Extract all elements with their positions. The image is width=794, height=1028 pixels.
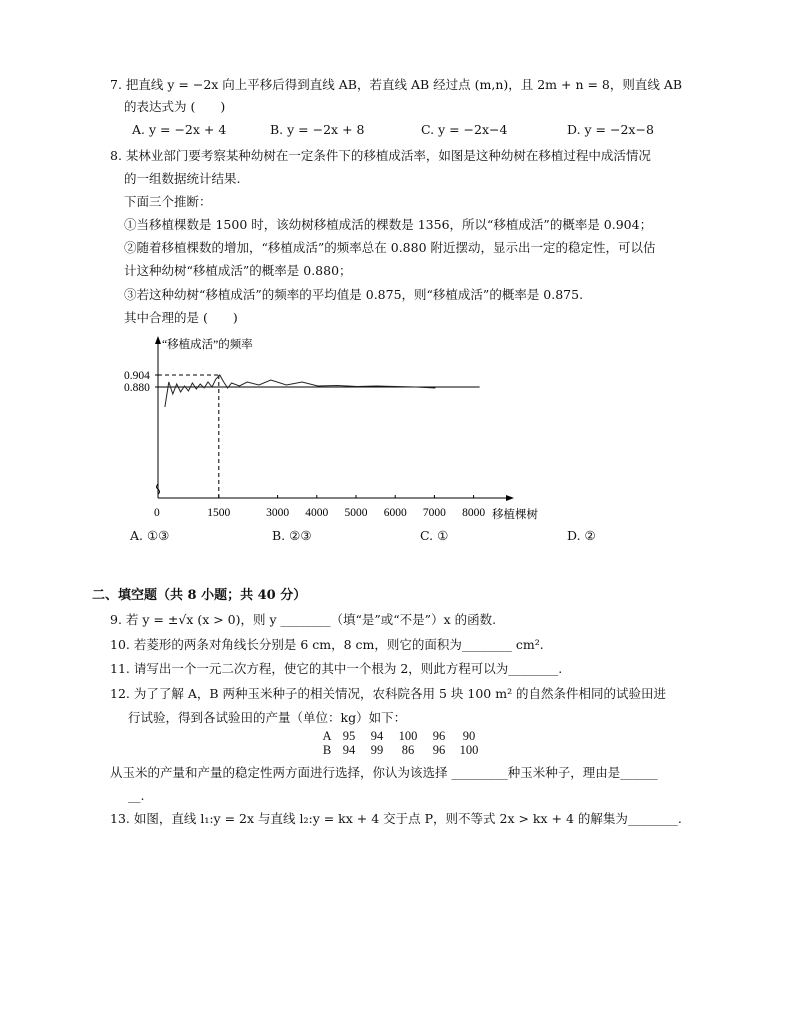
- q9-text: 9. 若 y = ±√x (x > 0)，则 y ________（填“是”或“不是”）x 的函数.: [110, 612, 497, 627]
- q12-data-row-b: [318, 743, 484, 757]
- q8-inference-2b: 计这种幼树“移植成活”的概率是 0.880；: [124, 263, 352, 278]
- y-tick-label: 0.904: [124, 370, 150, 382]
- table-cell: 96: [432, 729, 446, 743]
- table-cell: 100: [459, 743, 479, 757]
- q7-option-a: A. y = −2x + 4: [132, 122, 227, 137]
- table-cell: B: [322, 743, 332, 757]
- q8-question: 其中合理的是 ( ): [124, 310, 238, 325]
- section-title: 二、填空题（共 8 小题；共 40 分）: [92, 588, 307, 603]
- q8-option-d: D. ②: [567, 528, 596, 543]
- q8-option-c: C. ①: [420, 528, 449, 543]
- q12-data-row-a: [318, 729, 484, 743]
- q8-stem-line2: 的一组数据统计结果.: [124, 171, 241, 186]
- frequency-series-line: [165, 375, 436, 407]
- table-cell: 90: [462, 729, 476, 743]
- x-tick-label: 5000: [344, 507, 368, 519]
- q10-text: 10. 若菱形的两条对角线长分别是 6 cm，8 cm，则它的面积为________ cm².: [110, 637, 544, 652]
- table-cell: 94: [342, 743, 356, 757]
- y-axis-arrow: [155, 336, 161, 344]
- q7-option-b: B. y = −2x + 8: [270, 122, 365, 137]
- q8-stem-line1: 8. 某林业部门要考察某种幼树在一定条件下的移植成活率，如图是这种幼树在移植过程中成活情况: [110, 148, 651, 163]
- survival-rate-chart: [120, 330, 540, 525]
- q7-option-c: C. y = −2x−4: [421, 122, 508, 137]
- table-cell: 100: [398, 729, 418, 743]
- q12-answer-line: 从玉米的产量和产量的稳定性两方面进行选择，你认为该选择 _________种玉米种子，理由是______: [110, 765, 658, 780]
- x-tick-label: 7000: [422, 507, 446, 519]
- x-axis-arrow: [506, 495, 514, 501]
- q11-text: 11. 请写出一个一元二次方程，使它的其中一个根为 2，则此方程可以为________.: [110, 661, 563, 676]
- table-cell: 86: [401, 743, 415, 757]
- q8-inference-1: ①当移植棵数是 1500 时，该幼树移植成活的棵数是 1356，所以“移植成活”的概率是 0.904；: [124, 217, 653, 232]
- q8-inference-3: ③若这种幼树“移植成活”的频率的平均值是 0.875，则“移植成活”的概率是 0.875.: [124, 287, 584, 302]
- q12-answer-tail: __.: [128, 788, 145, 803]
- q13-text: 13. 如图，直线 l₁:y = 2x 与直线 l₂:y = kx + 4 交于点 P，则不等式 2x > kx + 4 的解集为________.: [110, 811, 682, 826]
- q12-stem-line1: 12. 为了了解 A，B 两种玉米种子的相关情况，农科院各用 5 块 100 m² 的自然条件相同的试验田进: [110, 686, 667, 701]
- y-axis-label: “移植成活”的频率: [162, 339, 253, 351]
- table-cell: 99: [370, 743, 384, 757]
- q7-option-d: D. y = −2x−8: [567, 122, 654, 137]
- table-cell: 94: [370, 729, 384, 743]
- q8-option-a: A. ①③: [130, 528, 170, 543]
- x-tick-label: 6000: [383, 507, 407, 519]
- q7-stem-line2: 的表达式为 ( ): [124, 99, 226, 114]
- table-cell: 96: [432, 743, 446, 757]
- y-tick-label: 0.880: [124, 382, 150, 394]
- q7-stem-line1: 7. 把直线 y = −2x 向上平移后得到直线 AB，若直线 AB 经过点 (m,n)，且 2m + n = 8，则直线 AB: [110, 77, 683, 92]
- table-cell: 95: [342, 729, 356, 743]
- x-tick-label: 3000: [266, 507, 290, 519]
- x-axis-label: 移植棵树: [492, 509, 538, 521]
- q12-stem-line2: 行试验，得到各试验田的产量（单位：kg）如下：: [128, 710, 407, 725]
- x-tick-label: 4000: [305, 507, 329, 519]
- x-tick-label: 1500: [207, 507, 231, 519]
- x-tick-label: 0: [154, 507, 160, 519]
- q8-inference-heading: 下面三个推断：: [124, 194, 212, 209]
- x-tick-label: 8000: [462, 507, 486, 519]
- q8-option-b: B. ②③: [272, 528, 312, 543]
- table-cell: A: [322, 729, 332, 743]
- q8-inference-2a: ②随着移植棵数的增加，“移植成活”的频率总在 0.880 附近摆动，显示出一定的稳定性，可以估: [124, 240, 656, 255]
